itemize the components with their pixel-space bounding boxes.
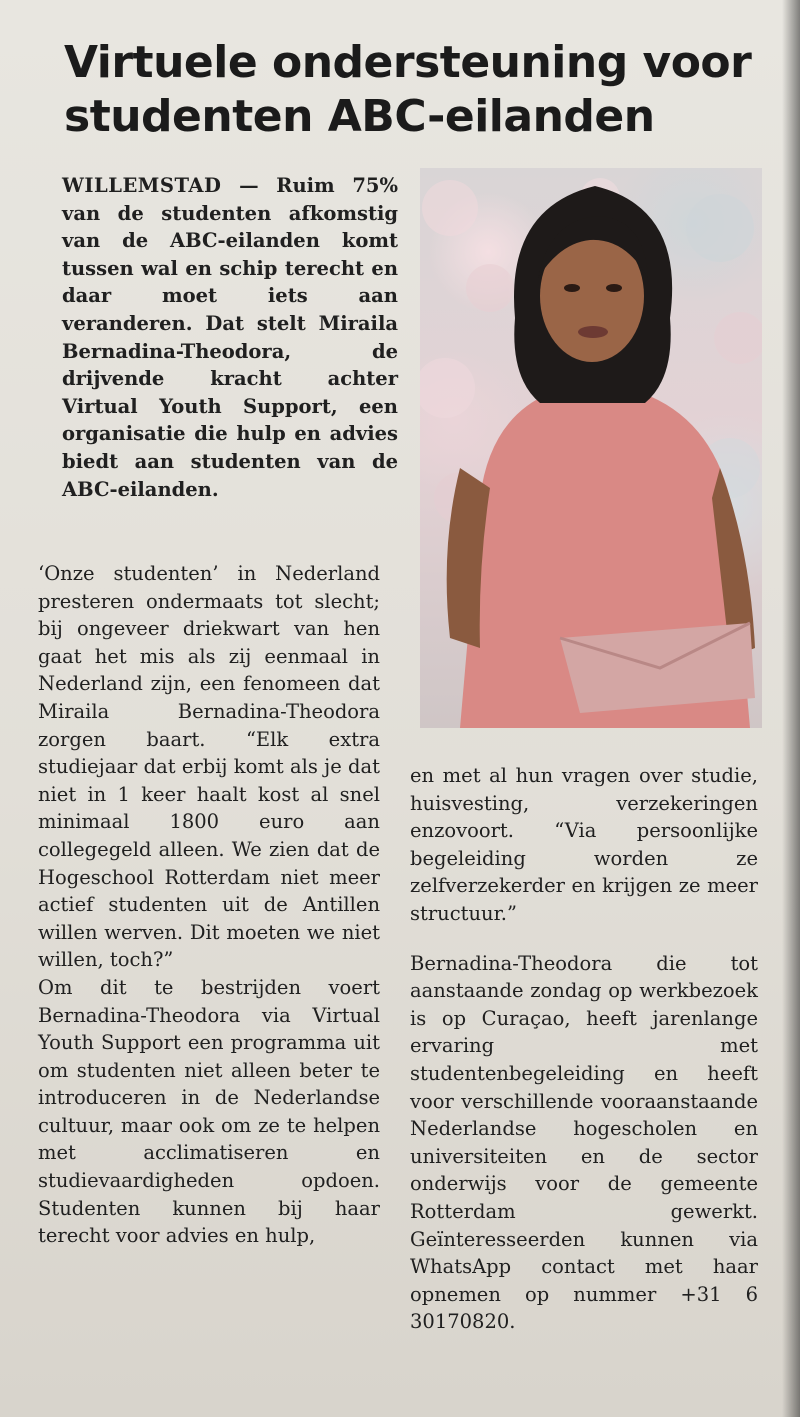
article-headline: Virtuele ondersteuning voor studenten ABC-eilanden bbox=[64, 37, 752, 142]
body-column-left bbox=[38, 560, 380, 1250]
page-edge-shadow bbox=[782, 0, 800, 1417]
dateline: WILLEMSTAD bbox=[62, 174, 222, 197]
body-paragraph-2: Om dit te bestrijden voert Bernadina-Theodora via Virtual Youth Support een programma uit om studenten niet alleen beter te introduceren in de Nederlandse cultuur, maar ook om ze te helpen met acclimatiseren en studievaardigheden opdoen. Studenten kunnen bij haar terecht voor advies en hulp, bbox=[38, 975, 380, 1248]
lead-paragraph bbox=[62, 172, 398, 503]
lead-column bbox=[62, 172, 398, 503]
body-paragraph-3: en met al hun vragen over studie, huisvesting, verzekeringen enzovoort. “Via persoonlijke begeleiding worden ze zelfverzekerder en krijgen ze meer structuur.” bbox=[410, 764, 758, 925]
body-paragraph-1: ‘Onze studenten’ in Nederland presteren ondermaats tot slecht; bij ongeveer driekwart van hen gaat het mis als zij eenmaal in Nederland zijn, een fenomeen dat Miraila Bernadina-Theodora zorgen baart. “Elk extra studiejaar dat erbij komt als je dat niet in 1 keer haalt kost al snel minimaal 1800 euro aan collegegeld alleen. We zien dat de Hogeschool Rotterdam niet meer actief studenten uit de Antillen willen werven. Dit moeten we niet willen, toch?” bbox=[38, 562, 380, 972]
body-column-right bbox=[410, 762, 758, 1336]
portrait-illustration bbox=[420, 168, 762, 728]
lead-text: — Ruim 75% van de studenten afkomstig van de ABC-eilanden komt tussen wal en schip terecht en daar moet iets aan veranderen. Dat stelt Miraila Bernadina-Theodora, de drijvende kracht achter Virtual Youth Support, een organisatie die hulp en advies biedt aan studenten van de ABC-eilanden. bbox=[62, 174, 398, 501]
body-paragraph-4: Bernadina-Theodora die tot aanstaande zondag op werkbezoek is op Curaçao, heeft jarenlange ervaring met studentenbegeleiding en heeft voor verschillende vooraanstaande Nederlandse hogescholen en universiteiten en de sector onderwijs voor de gemeente Rotterdam gewerkt. Geïnteresseerden kunnen via WhatsApp contact met haar opnemen op nummer +31 6 30170820. bbox=[410, 951, 758, 1334]
portrait-photo bbox=[420, 168, 762, 728]
